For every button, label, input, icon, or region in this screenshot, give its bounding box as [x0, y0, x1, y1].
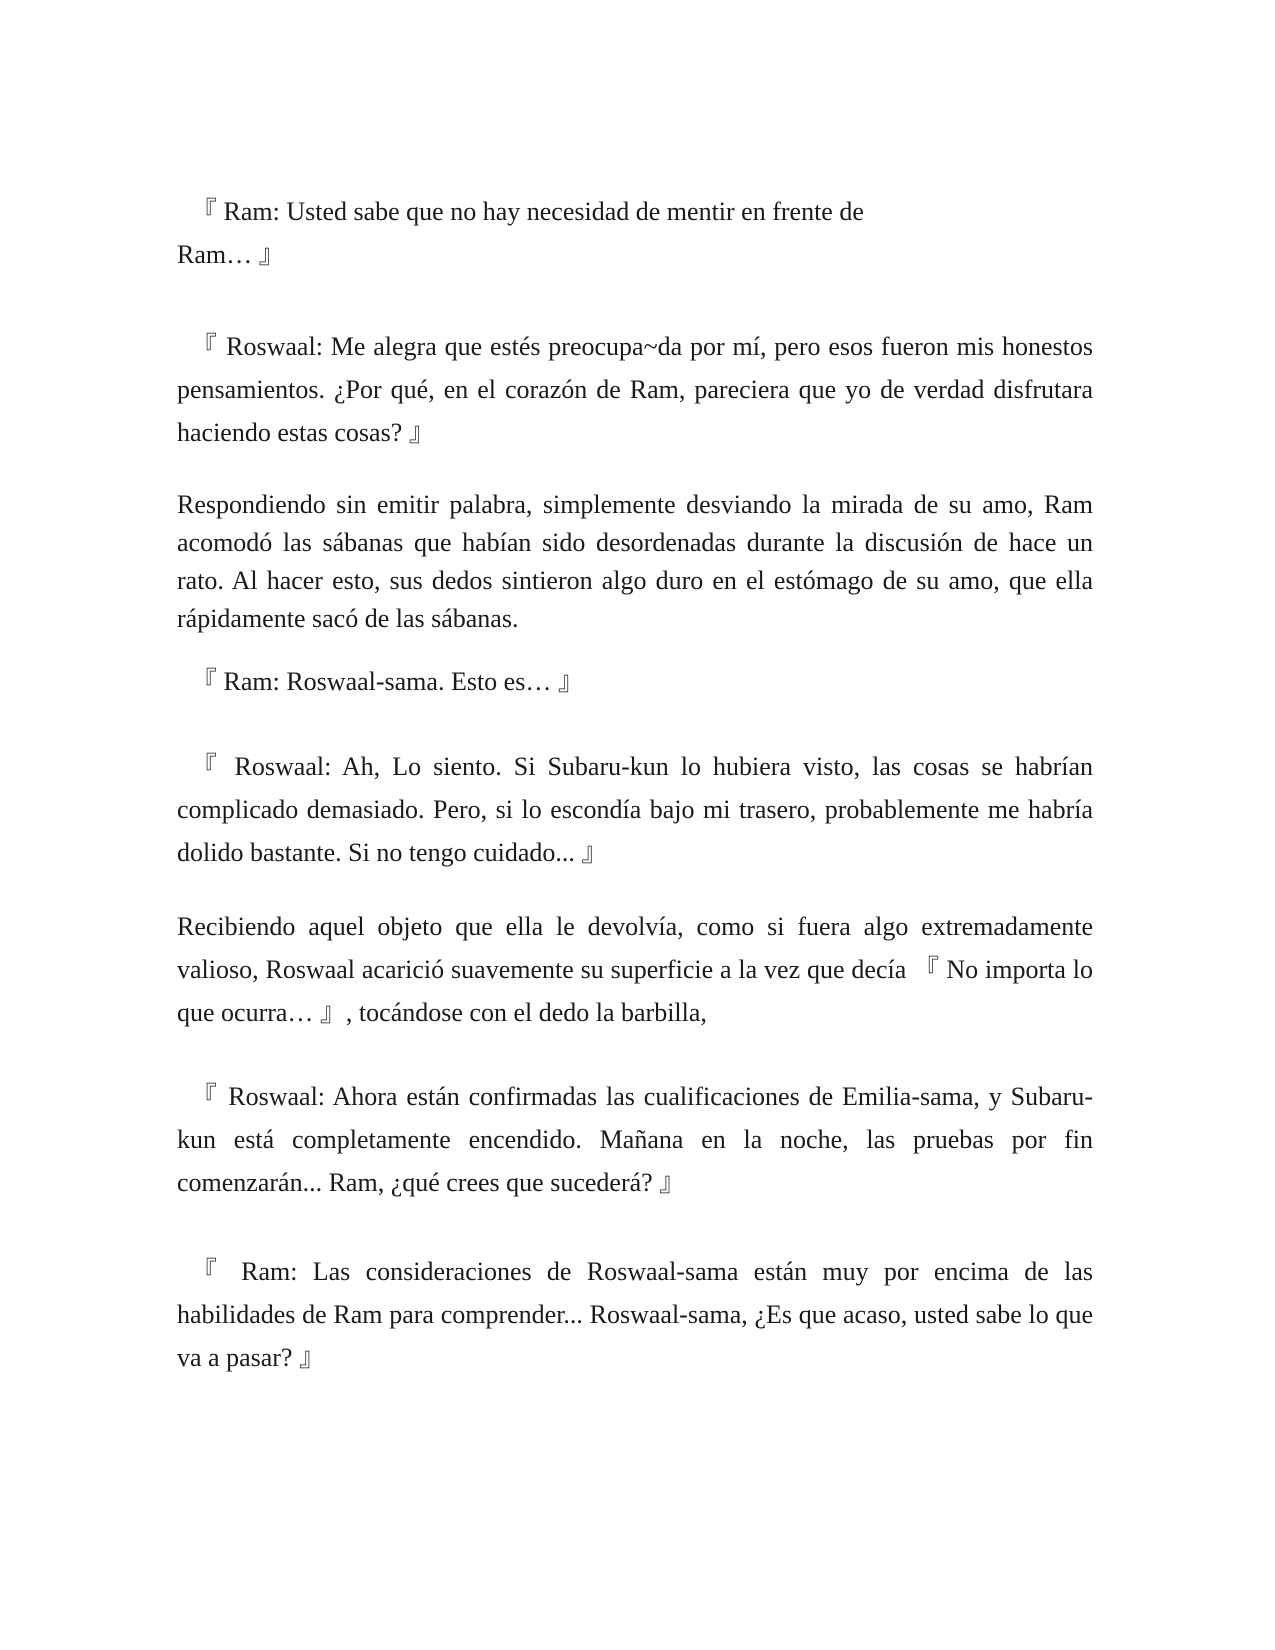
- dialogue-paragraph: 『 Ram: Roswaal-sama. Esto es… 』: [191, 667, 584, 696]
- dialogue-paragraph: 『 Roswaal: Ahora están confirmadas las cualificaciones de Emilia-sama, y Subaru-kun está completamente encendido. Mañana en la noche, las pruebas por fin comenzarán... Ram, ¿qué crees que sucederá? 』: [177, 1082, 1093, 1197]
- dialogue-paragraph: 『 Roswaal: Me alegra que estés preocupa~da por mí, pero esos fueron mis honestos pensamientos. ¿Por qué, en el corazón de Ram, pareciera que yo de verdad disfrutara haciendo estas cosas? 』: [177, 332, 1094, 447]
- narration-paragraph: Recibiendo aquel objeto que ella le devolvía, como si fuera algo extremadamente valioso, Roswaal acarició suavemente su superficie a la vez que decía 『 No importa lo que ocurra… 』, tocándose con el dedo la barbilla,: [177, 912, 1093, 1027]
- narration-paragraph: Respondiendo sin emitir palabra, simplemente desviando la mirada de su amo, Ram acomodó las sábanas que habían sido desordenadas durante la discusión de hace un rato. Al hacer esto, sus dedos sintieron algo duro en el estómago de su amo, que ella rápidamente sacó de las sábanas.: [177, 490, 1093, 633]
- dialogue-paragraph: 『 Ram: Usted sabe que no hay necesidad de mentir en frente de Ram… 』: [177, 197, 864, 269]
- dialogue-paragraph: 『 Roswaal: Ah, Lo siento. Si Subaru-kun lo hubiera visto, las cosas se habrían complicado demasiado. Pero, si lo escondía bajo mi trasero, probablemente me habría dolido bastante. Si no tengo cuidado... 』: [177, 752, 1093, 867]
- dialogue-paragraph: 『 Ram: Las consideraciones de Roswaal-sama están muy por encima de las habilidades de Ram para comprender... Roswaal-sama, ¿Es que acaso, usted sabe lo que va a pasar? 』: [177, 1257, 1093, 1372]
